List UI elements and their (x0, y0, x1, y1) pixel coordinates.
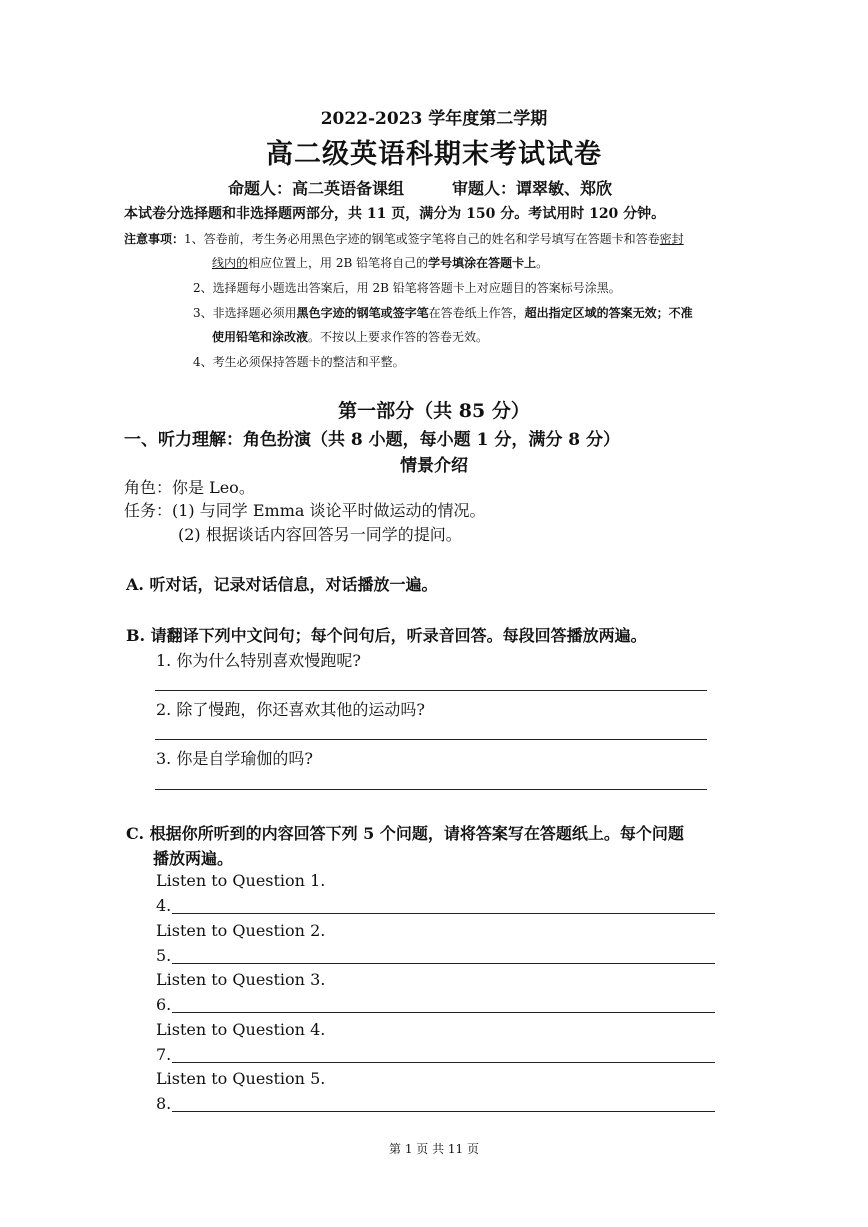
section-b-heading: B. 请翻译下列中文问句；每个问句后，听录音回答。每段回答播放两遍。 (126, 626, 647, 645)
note-3-text-a: 3、非选择题必须用 (193, 306, 297, 320)
section-a-heading: A. 听对话，记录对话信息，对话播放一遍。 (126, 575, 438, 594)
answer-line-3[interactable] (155, 789, 707, 790)
listen-prompt-3: Listen to Question 3. (156, 970, 326, 989)
note-1-text-b: 相应位置上，用 2B 铅笔将自己的 (248, 256, 429, 270)
note-1-line-2 (212, 254, 548, 271)
note-3-bold-c: 使用铅笔和涂改液 (212, 330, 309, 344)
note-3-text-b: 在答卷纸上作答， (428, 306, 525, 320)
listen-prompt-4: Listen to Question 4. (156, 1020, 326, 1039)
note-3-bold-a: 黑色字迹的钢笔或签字笔 (296, 306, 429, 320)
answer-line-4[interactable] (172, 913, 715, 914)
listen-prompt-5: Listen to Question 5. (156, 1069, 326, 1088)
task-2-text: (2) 根据谈话内容回答另一同学的提问。 (178, 525, 462, 544)
listen-prompt-2: Listen to Question 2. (156, 921, 326, 940)
answer-line-2[interactable] (155, 739, 707, 740)
exam-term: 2022-2023 学年度第二学期 (320, 109, 548, 129)
note-1-end: 。 (536, 256, 549, 270)
note-1-text: 1、答卷前，考生务必用黑色字迹的钢笔或签字笔将自己的姓名和学号填写在答题卡和答卷 (184, 232, 660, 246)
note-2: 2、选择题每小题选出答案后，用 2B 铅笔将答题卡上对应题目的答案标号涂黑。 (193, 281, 621, 295)
answer-number-6: 6. (156, 995, 172, 1014)
section-c-heading-line-1: C. 根据你所听到的内容回答下列 5 个问题，请将答案写在答题纸上。每个问题 (126, 824, 684, 843)
exam-authors: 命题人：高二英语备课组 审题人：谭翠敏、郑欣 (228, 179, 613, 198)
answer-number-8: 8. (156, 1094, 172, 1113)
answer-line-6[interactable] (172, 1012, 715, 1013)
answer-number-4: 4. (156, 896, 172, 915)
note-3-bold-b: 超出指定区域的答案无效；不准 (524, 306, 693, 320)
exam-title: 高二级英语科期末考试试卷 (266, 139, 602, 170)
note-4: 4、考生必须保持答题卡的整洁和平整。 (193, 355, 405, 369)
part1-title: 第一部分（共 85 分） (338, 400, 530, 422)
question-1: 1. 你为什么特别喜欢慢跑呢? (156, 651, 361, 670)
answer-line-7[interactable] (172, 1062, 715, 1063)
notes-label: 注意事项： (124, 232, 185, 246)
question-3: 3. 你是自学瑜伽的吗? (156, 749, 313, 768)
exam-summary: 本试卷分选择题和非选择题两部分，共 11 页，满分为 150 分。考试用时 120 分钟。 (124, 206, 666, 222)
answer-line-5[interactable] (172, 963, 715, 964)
section-c-heading-line-2: 播放两遍。 (153, 849, 234, 868)
role-text: 角色：你是 Leo。 (124, 478, 255, 497)
part1-section-heading: 一、听力理解：角色扮演（共 8 小题，每小题 1 分，满分 8 分） (124, 430, 620, 450)
note-1-line-1 (124, 230, 684, 247)
task-1-text: 任务：(1) 与同学 Emma 谈论平时做运动的情况。 (124, 501, 486, 520)
note-3-line-2 (212, 328, 488, 345)
answer-number-7: 7. (156, 1045, 172, 1064)
answer-line-8[interactable] (172, 1111, 715, 1112)
answer-line-1[interactable] (155, 690, 707, 691)
note-1-underline-a: 密封 (659, 232, 684, 246)
page-footer: 第 1 页 共 11 页 (389, 1142, 479, 1156)
note-1-bold: 学号填涂在答题卡上 (428, 256, 537, 270)
note-1-underline-b: 线内的 (212, 256, 249, 270)
note-3-line-1 (193, 304, 693, 321)
answer-number-5: 5. (156, 946, 172, 965)
question-2: 2. 除了慢跑，你还喜欢其他的运动吗? (156, 700, 425, 719)
listen-prompt-1: Listen to Question 1. (156, 871, 326, 890)
note-3-text-c: 。不按以上要求作答的答卷无效。 (308, 330, 489, 344)
scene-heading: 情景介绍 (400, 456, 468, 476)
